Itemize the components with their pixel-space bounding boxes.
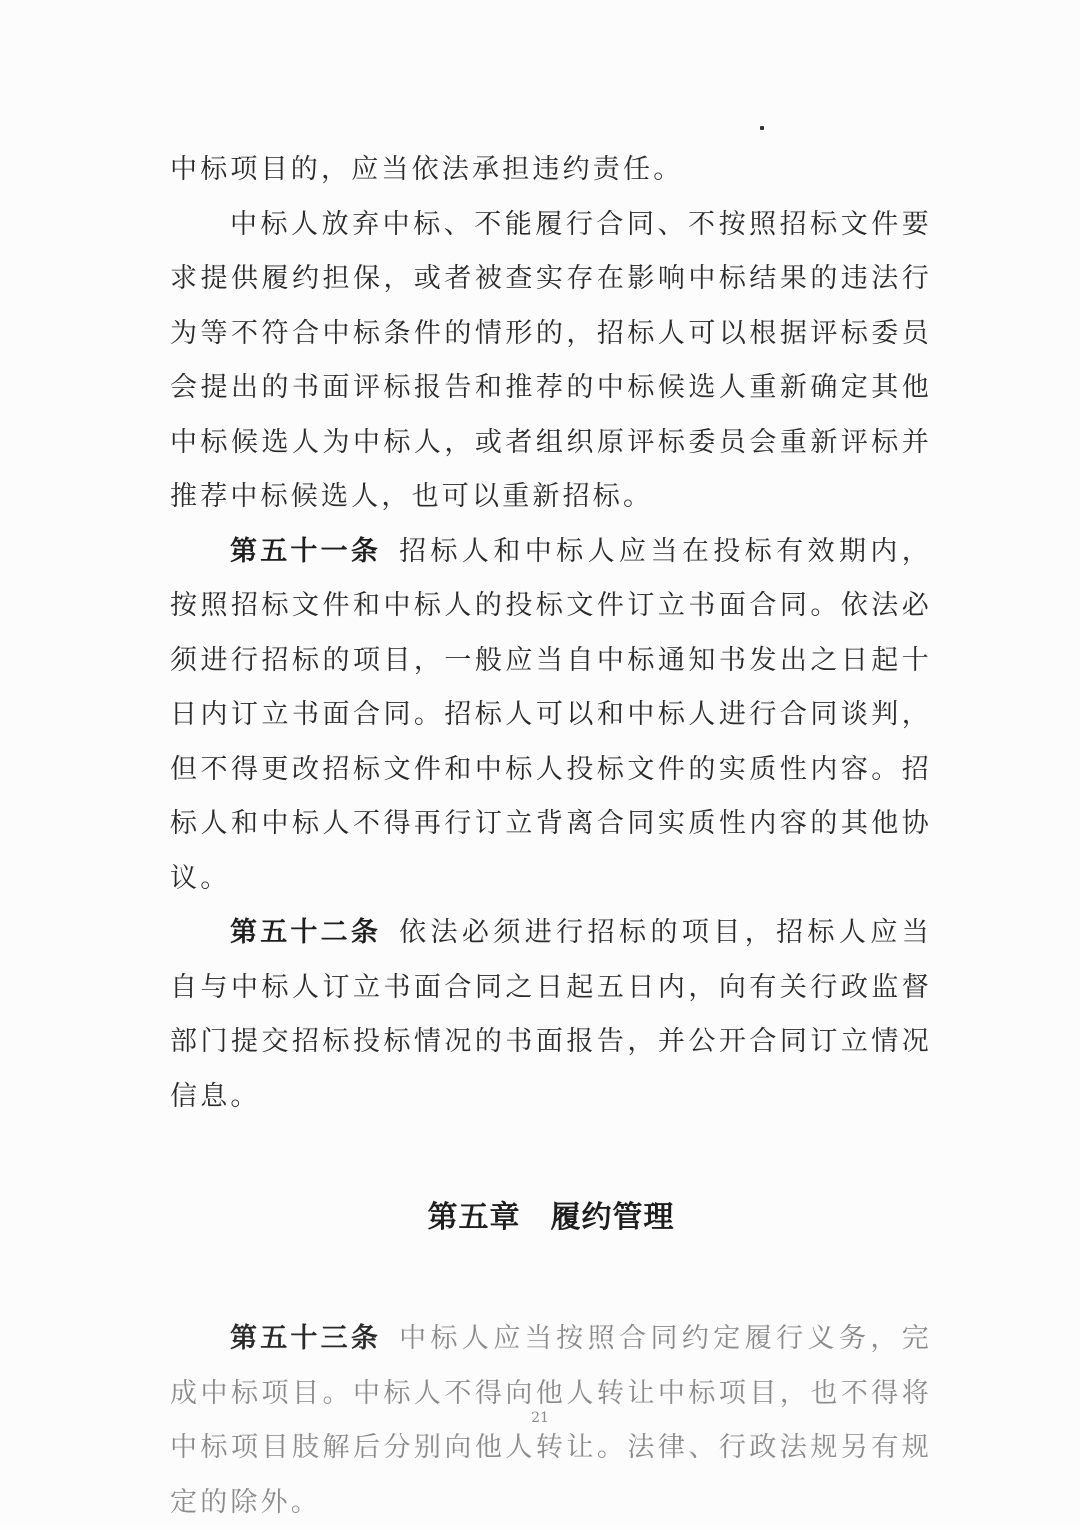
- article-label: 第五十三条: [230, 1323, 382, 1354]
- paragraph-text: 中标项目的，应当依法承担违约责任。: [170, 154, 684, 185]
- chapter-heading: [170, 1124, 932, 1312]
- document-body: [170, 143, 932, 1530]
- paragraph-continuation: [170, 143, 932, 198]
- article-text: 中标人应当按照合同约定履行义务，完成中标项目。中标人不得向他人转让中标项目，也不得将中标项目肢解后分别向他人转让。法律、行政法规另有规定的除外。: [170, 1323, 932, 1518]
- paragraph-text: 中标人放弃中标、不能履行合同、不按照招标文件要求提供履约担保，或者被查实存在影响中标结果的违法行为等不符合中标条件的情形的，招标人可以根据评标委员会提出的书面评标报告和推荐的中标候选人重新确定其他中标候选人为中标人，或者组织原评标委员会重新评标并推荐中标候选人，也可以重新招标。: [170, 208, 932, 512]
- article-text: 招标人和中标人应当在投标有效期内，按照招标文件和中标人的投标文件订立书面合同。依法必须进行招标的项目，一般应当自中标通知书发出之日起十日内订立书面合同。招标人可以和中标人进行合同谈判，但不得更改招标文件和中标人投标文件的实质性内容。招标人和中标人不得再行订立背离合同实质性内容的其他协议。: [170, 535, 932, 894]
- paragraph-winner-abandon: [170, 198, 932, 525]
- article-label: 第五十一条: [230, 535, 382, 567]
- scan-speck: [760, 126, 764, 130]
- article-52: [170, 906, 932, 1124]
- article-text: 依法必须进行招标的项目，招标人应当自与中标人订立书面合同之日起五日内，向有关行政监督部门提交招标投标情况的书面报告，并公开合同订立情况信息。: [170, 917, 932, 1112]
- article-51: [170, 525, 932, 907]
- chapter-title: 履约管理: [550, 1200, 675, 1235]
- article-label: 第五十二条: [230, 917, 382, 948]
- page-number: 21: [531, 1410, 549, 1426]
- chapter-number: 第五章: [427, 1200, 521, 1235]
